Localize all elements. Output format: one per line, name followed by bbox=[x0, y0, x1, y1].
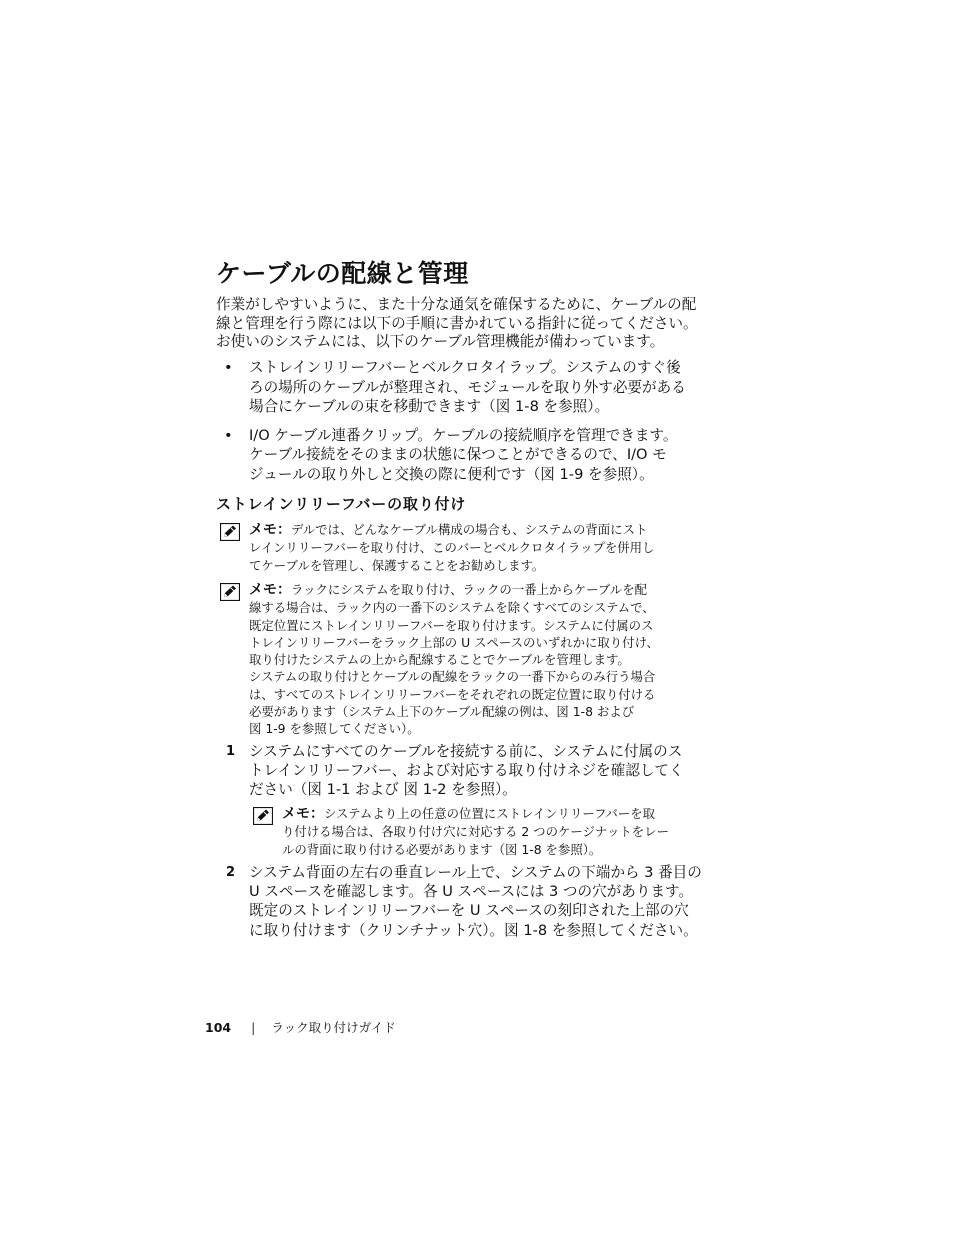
note-pencil-icon bbox=[253, 807, 273, 825]
bullet-mark: • bbox=[224, 359, 233, 376]
book-title: ラック取り付けガイド bbox=[271, 1020, 396, 1035]
note-line: ラックにシステムを取り付け、ラックの一番上からケーブルを配 bbox=[291, 582, 647, 597]
note-line: ルの背面に取り付ける必要があります（図 1-8 を参照）。 bbox=[282, 841, 602, 857]
note-cage-nuts bbox=[249, 805, 729, 857]
feature-line: ジュールの取り外しと交換の際に便利です（図 1-9 を参照）。 bbox=[249, 465, 654, 483]
feature-line: ストレインリリーフバーとベルクロタイラップ。システムのすぐ後 bbox=[249, 359, 681, 376]
note-pencil-icon bbox=[220, 523, 240, 541]
step-number: 1 bbox=[226, 744, 236, 759]
note-line: システムより上の任意の位置にストレインリリーフバーを取 bbox=[324, 806, 656, 821]
step-line: トレインリリーフバー、および対応する取り付けネジを確認してく bbox=[249, 762, 684, 780]
step-line: U スペースを確認します。各 U スペースには 3 つの穴があります。 bbox=[249, 883, 694, 901]
feature-line: I/O ケーブル連番クリップ。ケーブルの接続順序を管理できます。 bbox=[249, 426, 678, 444]
feature-item-io-clip bbox=[216, 426, 736, 485]
step-line: 既定のストレインリリーフバーを U スペースの刻印された上部の穴 bbox=[249, 902, 689, 920]
step-item bbox=[216, 863, 736, 940]
step-line: に取り付けます（クリンチナット穴）。図 1-8 を参照してください。 bbox=[249, 921, 698, 939]
note-line: デルでは、どんなケーブル構成の場合も、システムの背面にスト bbox=[291, 522, 648, 537]
feature-list bbox=[216, 358, 736, 484]
intro-line: お使いのシステムには、以下のケーブル管理機能が備わっています。 bbox=[216, 333, 665, 350]
note-label: メモ： bbox=[249, 582, 291, 598]
section-title: ケーブルの配線と管理 bbox=[216, 259, 469, 288]
note-line: 既定位置にストレインリリーフバーを取り付けます。システムに付属のス bbox=[249, 617, 654, 633]
note-line: トレインリリーフバーをラック上部の U スペースのいずれかに取り付け、 bbox=[249, 634, 659, 650]
feature-line: ろの場所のケーブルが整理され、モジュールを取り外す必要がある bbox=[249, 378, 686, 396]
feature-line: ケーブル接続をそのままの状態に保つことができるので、I/O モ bbox=[249, 446, 667, 463]
note-body bbox=[249, 581, 729, 738]
note-pencil-icon bbox=[220, 583, 240, 601]
note-line: 取り付けたシステムの上から配線することでケーブルを管理します。 bbox=[249, 652, 630, 668]
step-list-continued bbox=[216, 863, 736, 940]
note-body bbox=[282, 805, 732, 858]
feature-item-strain-relief bbox=[216, 358, 736, 417]
note-line: てケーブルを管理し、保護することをお勧めします。 bbox=[249, 557, 545, 573]
page-number: 104 bbox=[205, 1020, 232, 1035]
note-line: り付ける場合は、各取り付け穴に対応する 2 つのケージナットをレー bbox=[282, 824, 669, 840]
step-line: システム背面の左右の垂直レール上で、システムの下端から 3 番目の bbox=[249, 864, 702, 881]
step-line: ださい（図 1-1 および 図 1-2 を参照）。 bbox=[249, 781, 517, 799]
note-recommendation bbox=[216, 521, 726, 577]
step-item bbox=[216, 742, 736, 800]
footer-separator: | bbox=[251, 1020, 256, 1035]
note-line: レインリリーフバーを取り付け、このバーとベルクロタイラップを併用し bbox=[249, 540, 655, 556]
step-line: システムにすべてのケーブルを接続する前に、システムに付属のス bbox=[249, 743, 683, 760]
feature-line: 場合にケーブルの束を移動できます（図 1-8 を参照）。 bbox=[249, 398, 610, 415]
note-line: 図 1-9 を参照してください）。 bbox=[249, 721, 420, 737]
step-list bbox=[216, 742, 736, 800]
subsection-title: ストレインリリーフバーの取り付け bbox=[216, 495, 467, 513]
intro-line: 線と管理を行う際には以下の手順に書かれている指針に従ってください。 bbox=[216, 314, 698, 332]
note-line: は、すべてのストレインリリーフバーをそれぞれの既定位置に取り付ける bbox=[249, 686, 656, 702]
intro-paragraph bbox=[216, 296, 736, 352]
bullet-mark: • bbox=[224, 426, 233, 444]
note-line: 線する場合は、ラック内の一番下のシステムを除くすべてのシステムで、 bbox=[249, 600, 655, 616]
note-label: メモ： bbox=[249, 522, 291, 538]
intro-line: 作業がしやすいように、また十分な通気を確保するために、ケーブルの配 bbox=[216, 296, 697, 313]
note-line: 必要があります（システム上下のケーブル配線の例は、図 1-8 および bbox=[249, 704, 635, 720]
page-footer bbox=[205, 1019, 396, 1037]
note-line: システムの取り付けとケーブルの配線をラックの一番下からのみ行う場合 bbox=[249, 669, 656, 685]
note-rack-routing bbox=[216, 581, 726, 739]
note-label: メモ： bbox=[282, 806, 324, 822]
note-body bbox=[249, 521, 729, 574]
step-number: 2 bbox=[226, 865, 236, 880]
